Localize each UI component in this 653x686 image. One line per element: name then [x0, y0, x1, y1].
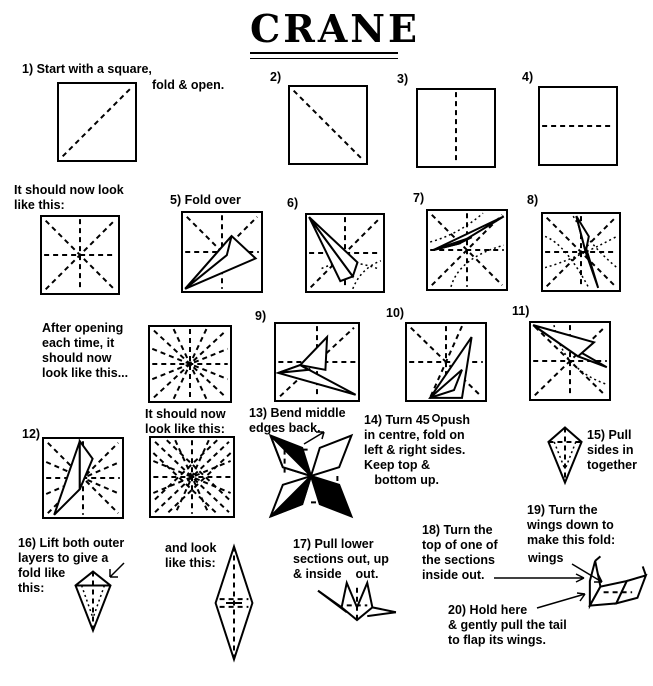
- step-8-result-label: After opening each time, it should now look like this...: [42, 321, 129, 380]
- step-2-diagram: [289, 86, 367, 164]
- step-16-result-label: and look like this:: [165, 541, 217, 570]
- step-4-result-diagram: [41, 216, 119, 294]
- step-16-arrow-icon: [106, 561, 128, 581]
- step-15-label: 15) Pull sides in together: [587, 428, 637, 472]
- step-3-diagram: [417, 89, 495, 167]
- page-title: CRANE: [250, 6, 421, 51]
- step-8-result-diagram: [149, 326, 231, 402]
- step-8-diagram: [542, 213, 620, 291]
- step-1-diagram: [58, 83, 136, 161]
- step-3-label: 3): [397, 72, 409, 86]
- step-4-label: 4): [522, 70, 534, 84]
- step-11-diagram: [530, 322, 610, 400]
- step-10-diagram: [406, 323, 486, 401]
- step-18-label: 18) Turn the top of one of the sections inside out.: [422, 523, 498, 582]
- step-16-result-diagram: [214, 545, 254, 661]
- step-12-label: 12): [22, 427, 41, 441]
- step-6-diagram: [306, 214, 384, 292]
- step-19-label: 19) Turn the wings down to make this fold:: [527, 503, 616, 547]
- step-8-label: 8): [527, 193, 539, 207]
- wings-label: wings: [528, 551, 564, 565]
- step-11-label: 11): [512, 304, 530, 318]
- step-14-label: 14) Turn 45 push in centre, fold on left & right sides. Keep top & bottom up.: [364, 413, 471, 487]
- step-13-arrow-icon: [300, 428, 330, 448]
- step-2-label: 2): [270, 70, 282, 84]
- step-16-label: 16) Lift both outer layers to give a fold like this:: [18, 536, 125, 595]
- wings-arrow-icon: [568, 560, 608, 586]
- step-1-label: 1) Start with a square,: [22, 62, 152, 76]
- step-5-diagram: [182, 212, 262, 292]
- step-11-result-diagram: [150, 437, 234, 517]
- step-13-label: 13) Bend middle edges back.: [249, 406, 346, 435]
- step-20-label: 20) Hold here & gently pull the tail to flap its wings.: [448, 603, 567, 647]
- title-underline: [250, 52, 398, 59]
- step-12-diagram: [43, 438, 123, 518]
- degree-icon: [431, 413, 441, 423]
- step-15-diagram: [547, 426, 583, 484]
- step-4-diagram: [539, 87, 617, 165]
- step-7-diagram: [427, 210, 507, 290]
- step-17-diagram: [316, 578, 398, 622]
- step-6-label: 6): [287, 196, 299, 210]
- step-5-label: 5) Fold over: [170, 193, 241, 207]
- step-9-diagram: [275, 323, 359, 401]
- step-4-result-label: It should now look like this:: [14, 183, 124, 212]
- step-1-sublabel: fold & open.: [152, 78, 225, 92]
- step-9-label: 9): [255, 309, 267, 323]
- step-11-result-label: It should now look like this:: [145, 407, 226, 436]
- step-17-label: 17) Pull lower sections out, up & inside out.: [293, 537, 389, 581]
- step-10-label: 10): [386, 306, 405, 320]
- step-20-arrow-icon: [533, 590, 593, 612]
- step-7-label: 7): [413, 191, 425, 205]
